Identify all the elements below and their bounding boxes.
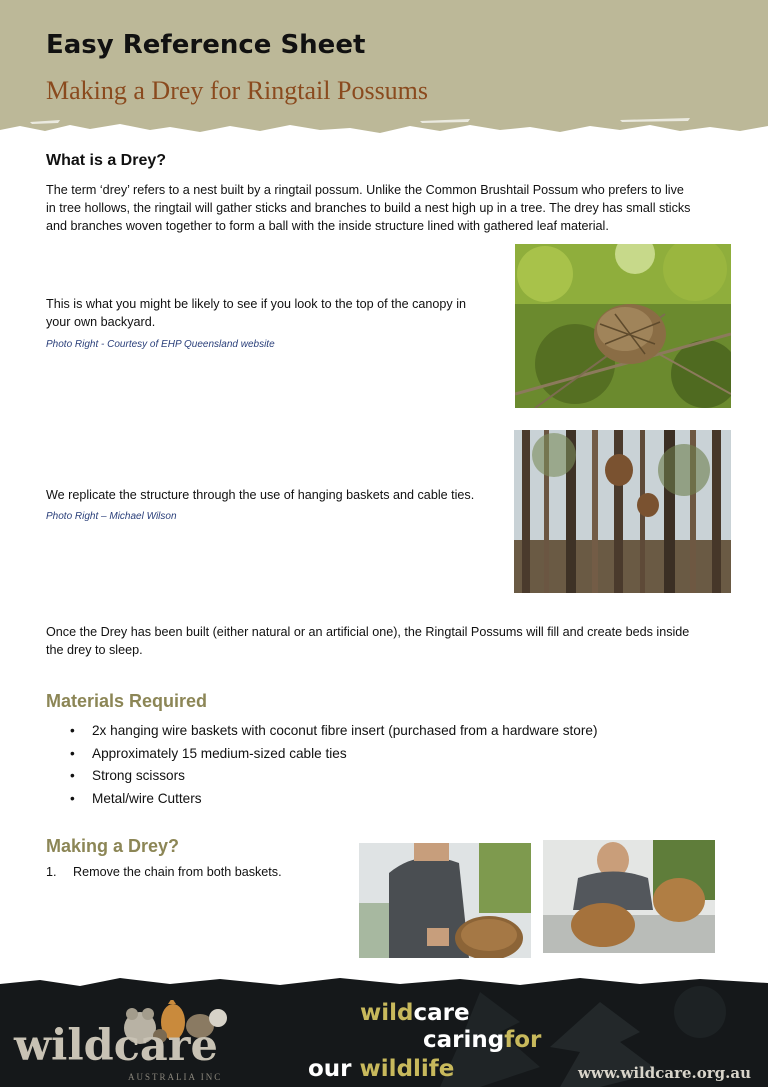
list-item: • Approximately 15 medium-sized cable ties <box>70 743 597 766</box>
slogan-line-1 <box>360 1000 470 1026</box>
page-subtitle: Making a Drey for Ringtail Possums <box>46 76 429 105</box>
nest-in-tree-photo <box>515 244 731 408</box>
slogan-word: for <box>504 1027 542 1053</box>
section-heading-materials: Materials Required <box>46 691 208 711</box>
hanging-baskets-photo <box>514 430 731 593</box>
step-1-text: Remove the chain from both baskets. <box>73 865 282 879</box>
after-paragraph <box>46 623 689 659</box>
list-item: • Strong scissors <box>70 765 597 788</box>
intro-line: and branches woven together to form a ball with the inside structure lined with gathered leaf material. <box>46 219 609 233</box>
photo2-text: We replicate the structure through the use of hanging baskets and cable ties. <box>46 488 475 502</box>
intro-line: The term ‘drey’ refers to a nest built by a ringtail possum. Unlike the Common Brushtail Possum who prefers to live <box>46 183 684 197</box>
slogan-word: care <box>413 1000 470 1026</box>
slogan-word: our <box>308 1056 352 1082</box>
footer-logo-text: wildcare <box>14 1021 218 1071</box>
list-item: • Metal/wire Cutters <box>70 788 597 811</box>
slogan-word: wild <box>360 1000 414 1026</box>
intro-paragraph <box>46 181 690 235</box>
footer-banner <box>0 972 768 1087</box>
photo2-caption: Photo Right – Michael Wilson <box>46 511 177 522</box>
slogan-word: caring <box>423 1027 505 1053</box>
header-banner <box>0 0 768 140</box>
footer-logo-subtitle: AUSTRALIA INC <box>128 1072 223 1082</box>
materials-list <box>70 720 597 810</box>
photo1-line: your own backyard. <box>46 315 156 329</box>
section-heading-what-is-drey: What is a Drey? <box>46 152 167 169</box>
slogan-line-2 <box>423 1027 541 1053</box>
page-title: Easy Reference Sheet <box>46 30 366 60</box>
man-holding-two-baskets-photo <box>543 840 715 953</box>
footer-website-link[interactable]: www.wildcare.org.au <box>578 1064 752 1082</box>
after-line: Once the Drey has been built (either natural or an artificial one), the Ringtail Possums will fill and create beds inside <box>46 625 690 639</box>
photo1-text <box>46 295 466 331</box>
man-holding-basket-photo <box>359 843 531 958</box>
torn-edge-graphic <box>0 116 768 140</box>
after-line: the drey to sleep. <box>46 643 143 657</box>
list-item: • 2x hanging wire baskets with coconut fibre insert (purchased from a hardware store) <box>70 720 597 743</box>
slogan-line-3 <box>308 1056 454 1082</box>
slogan-word: wildlife <box>359 1056 455 1082</box>
section-heading-making: Making a Drey? <box>46 836 180 856</box>
intro-line: in tree hollows, the ringtail will gather sticks and branches to build a nest high up in a tree. The drey has small sticks <box>46 201 691 215</box>
photo1-line: This is what you might be likely to see if you look to the top of the canopy in <box>46 297 467 311</box>
step-1-number: 1. <box>46 865 57 879</box>
photo1-caption: Photo Right - Courtesy of EHP Queensland website <box>46 339 275 350</box>
